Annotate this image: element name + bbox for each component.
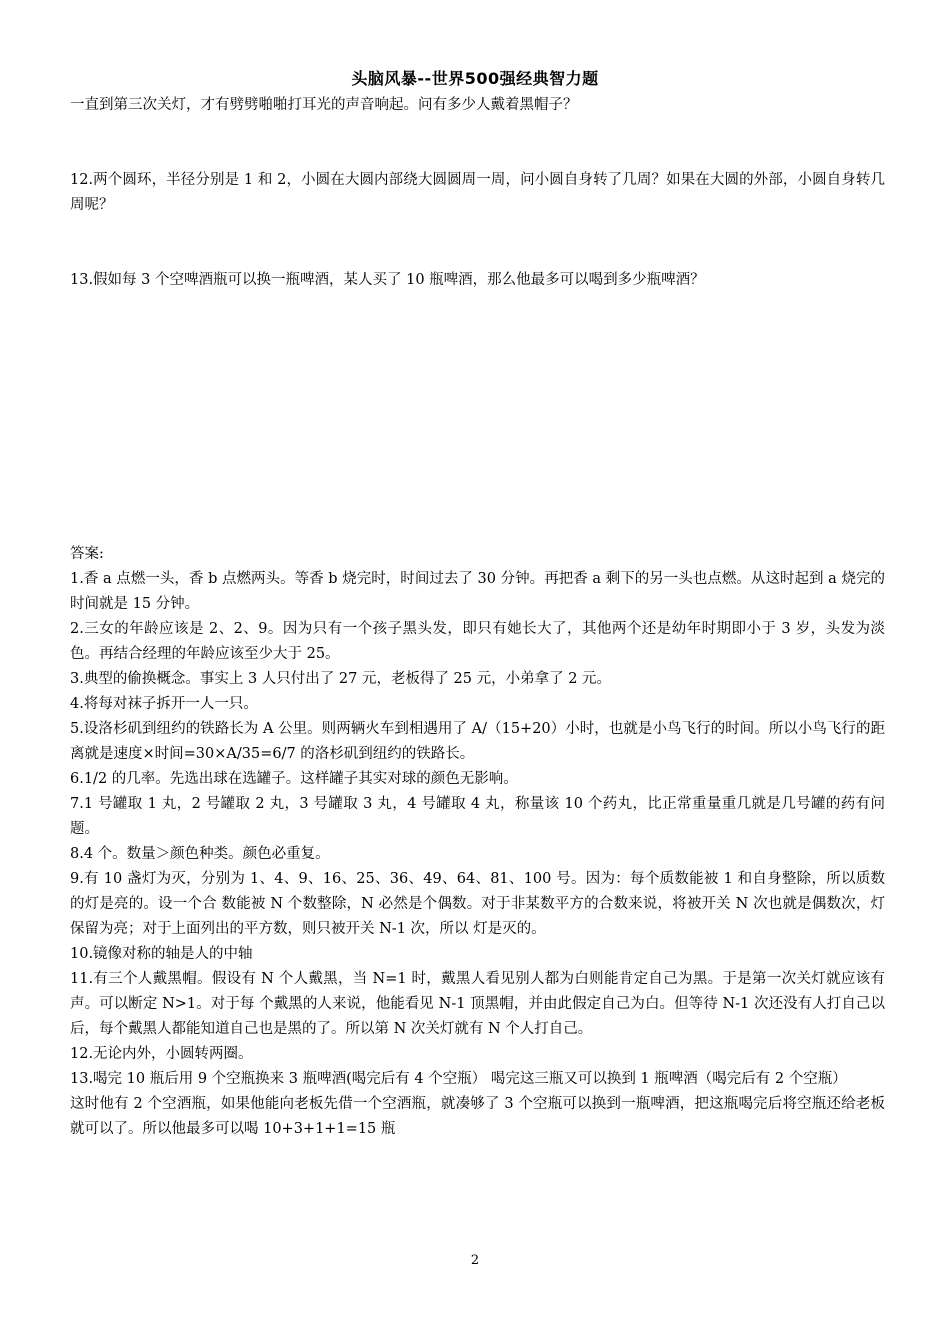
answer-item: 5.设洛杉矶到纽约的铁路长为 A 公里。则两辆火车到相遇用了 A/（15+20）小时，也就是小鸟飞行的时间。所以小鸟飞行的距离就是速度×时间=30×A/35=6/7 的洛杉矶到纽约的铁路长。 (70, 721, 885, 762)
answer-item: 13.喝完 10 瓶后用 9 个空瓶换来 3 瓶啤酒(喝完后有 4 个空瓶） 喝完这三瓶又可以换到 1 瓶啤酒（喝完后有 2 个空瓶） (70, 1071, 847, 1087)
question-12: 12.两个圆环，半径分别是 1 和 2，小圆在大圆内部绕大圆圆周一周，问小圆自身转了几周？如果在大圆的外部，小圆自身转几周呢？ (70, 172, 885, 213)
question-13: 13.假如每 3 个空啤酒瓶可以换一瓶啤酒，某人买了 10 瓶啤酒，那么他最多可以喝到多少瓶啤酒？ (70, 272, 705, 288)
answer-item: 这时他有 2 个空酒瓶，如果他能向老板先借一个空酒瓶，就凑够了 3 个空瓶可以换到一瓶啤酒，把这瓶喝完后将空瓶还给老板就可以了。所以他最多可以喝 10+3+1+1=15 瓶 (70, 1096, 885, 1137)
answer-item: 10.镜像对称的轴是人的中轴 (70, 946, 253, 962)
answers-heading: 答案: (70, 546, 104, 562)
answer-item: 8.4 个。数量＞颜色种类。颜色必重复。 (70, 846, 330, 862)
page-number: 2 (470, 1253, 480, 1268)
answer-item: 7.1 号罐取 1 丸，2 号罐取 2 丸，3 号罐取 3 丸，4 号罐取 4 丸，称量该 10 个药丸，比正常重量重几就是几号罐的药有问题。 (70, 796, 885, 837)
question-11-continuation: 一直到第三次关灯，才有劈劈啪啪打耳光的声音响起。问有多少人戴着黑帽子？ (70, 97, 578, 113)
answer-item: 2.三女的年龄应该是 2、2、9。因为只有一个孩子黑头发，即只有她长大了，其他两个还是幼年时期即小于 3 岁，头发为淡色。再结合经理的年龄应该至少大于 25。 (70, 621, 885, 662)
answer-item: 3.典型的偷换概念。事实上 3 人只付出了 27 元，老板得了 25 元，小弟拿了 2 元。 (70, 671, 612, 687)
page-title: 头脑风暴--世界500强经典智力题 (351, 69, 599, 88)
answer-item: 6.1/2 的几率。先选出球在选罐子。这样罐子其实对球的颜色无影响。 (70, 771, 518, 787)
answer-item: 9.有 10 盏灯为灭，分别为 1、4、9、16、25、36、49、64、81、100 号。因为：每个质数能被 1 和自身整除，所以质数的灯是亮的。设一个合 数能被 N 个数整除，N 必然是个偶数。对于非某数平方的合数来说，将被开关 N 次也就是偶数次，灯保留为亮；对于上面列出的平方数，则只被开关 N-1 次，所以 灯是灭的。 (70, 871, 885, 937)
answers-section (70, 542, 885, 1142)
answer-item: 4.将每对袜子拆开一人一只。 (70, 696, 258, 712)
answer-item: 12.无论内外，小圆转两圈。 (70, 1046, 253, 1062)
answer-item: 1.香 a 点燃一头，香 b 点燃两头。等香 b 烧完时，时间过去了 30 分钟。再把香 a 剩下的另一头也点燃。从这时起到 a 烧完的时间就是 15 分钟。 (70, 571, 885, 612)
answer-item: 11.有三个人戴黑帽。假设有 N 个人戴黑，当 N=1 时，戴黑人看见别人都为白则能肯定自己为黑。于是第一次关灯就应该有声。可以断定 N>1。对于每 个戴黑的人来说，他能看见 N-1 顶黑帽，并由此假定自己为白。但等待 N-1 次还没有人打自己以后，每个戴黑人都能知道自己也是黑的了。所以第 N 次关灯就有 N 个人打自己。 (70, 971, 885, 1037)
